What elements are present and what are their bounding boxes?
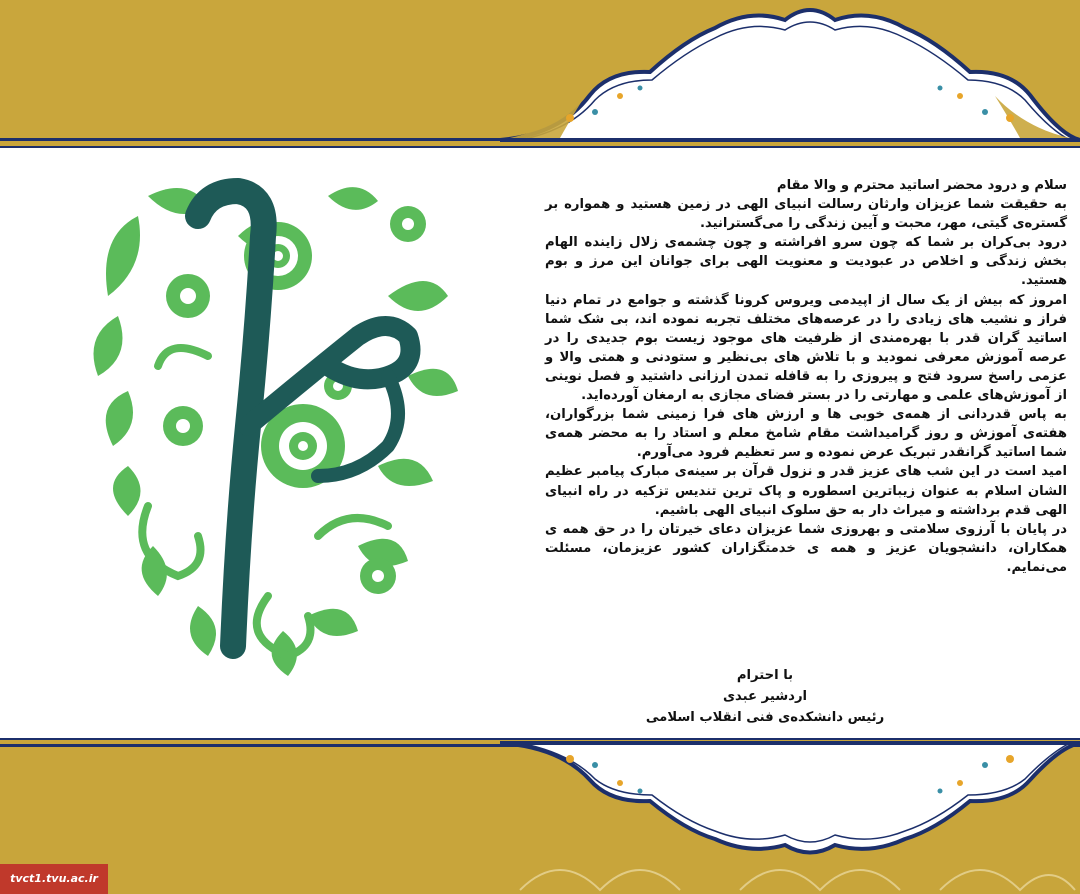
- letter-greeting: سلام و درود محضر اساتید محترم و والا مقام: [776, 178, 1067, 193]
- letter-paragraph: درود بی‌کران بر شما که چون سرو افراشته و چون چشمه‌ی زلال زاینده الهام بخش زندگی و اخلاص در عبودیت و معنویت الهی برای جوانان این مرز و بوم هستید.: [545, 235, 1067, 289]
- letter-paragraph: امید است در این شب های عزیز قدر و نزول قرآن بر سینه‌ی مبارک پیامبر عظیم الشان اسلام به عنوان زیباترین اسطوره و پاک ترین تندیس تزکیه در راه انبیای الهی قدم برداشته و میراث دار به حق سلوک انبیای الهی باشیم.: [545, 464, 1067, 518]
- footer-site-link[interactable]: tvct1.tvu.ac.ir: [0, 864, 108, 894]
- letter-paragraph: امروز که بیش از یک سال از اپیدمی ویروس کرونا گذشته و جوامع در تمام دنیا فراز و نشیب های زیادی را در عرصه‌های مختلف تجربه نموده اند، بی شک شما اساتید گران قدر با بهره‌مندی از ظرفیت های موجود زیست بوم جدیدی را در عرصه آموزش معرفی نمودید و با تلاش های بی‌نظیر و ستودنی و همتی والا و عزمی راسخ سرود فتح و پیروزی را به قافله تمدن ارزانی داشتید و فصل نوینی از آموزش‌های علمی و مهارتی را در بستر فضای مجازی به ارمغان آورده‌اید.: [545, 292, 1067, 404]
- signature-name: اردشیر عبدی: [722, 689, 808, 704]
- letter-paragraph: در پایان با آرزوی سلامتی و بهروزی شما عزیزان دعای خیرتان را در حق همه ی همکاران، دانشجویان عزیز و همه ی خدمتگزاران کشور عزیزمان، مسئلت می‌نمایم.: [545, 521, 1067, 575]
- top-arabesque-ornament: [500, 0, 1080, 150]
- letter-paragraph: به حقیقت شما عزیزان وارثان رسالت انبیای الهی در زمین هستید و همواره بر گستره‌ی گیتی، مهر، محبت و آیین زندگی را می‌گسترانید.: [545, 197, 1067, 232]
- signature-block: [600, 665, 930, 728]
- calligraphy-artwork: [88, 176, 460, 688]
- letter-body: [545, 176, 1067, 577]
- faint-bottom-pattern: [500, 840, 1080, 894]
- signature-closing: با احترام: [736, 668, 794, 683]
- letter-paragraph: به پاس قدردانی از همه‌ی خوبی ها و ارزش های فرا زمینی شما بزرگواران، هفته‌ی آموزش و روز گرامیداشت مقام شامخ معلم و استاد را به محضر همه‌ی شما اساتید گرانقدر تبریک عرض نموده و سر تعظیم فرود می‌آورم.: [545, 407, 1067, 461]
- signature-title: رئیس دانشکده‌ی فنی انقلاب اسلامی: [645, 710, 885, 725]
